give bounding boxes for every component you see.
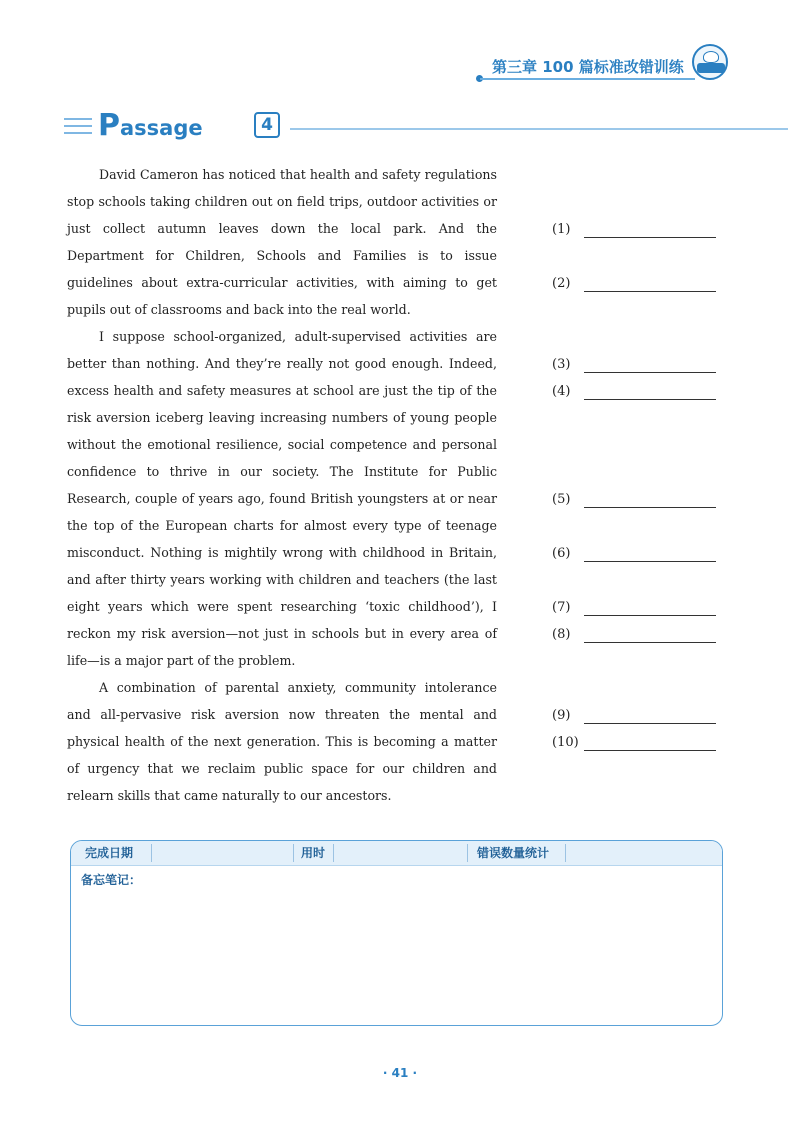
completion-date-field[interactable] bbox=[153, 841, 291, 865]
passage-number: 4 bbox=[254, 112, 280, 138]
answer-blank[interactable] bbox=[584, 723, 716, 724]
passage-text bbox=[67, 161, 497, 809]
logo-tag-icon bbox=[697, 63, 725, 73]
answer-slot-8[interactable] bbox=[552, 627, 722, 647]
text-line: A combination of parental anxiety, community intolerance bbox=[99, 680, 497, 695]
answer-number: (2) bbox=[552, 276, 571, 291]
title-decor-lines bbox=[64, 118, 92, 139]
answer-slot-9[interactable] bbox=[552, 708, 722, 728]
answer-slot-4[interactable] bbox=[552, 384, 722, 404]
passage-word-rest: assage bbox=[120, 116, 203, 140]
answer-blank[interactable] bbox=[584, 642, 716, 643]
answer-number: (1) bbox=[552, 222, 571, 237]
answer-blank[interactable] bbox=[584, 399, 716, 400]
text-line: guidelines about extra-curricular activities, with aiming to get bbox=[67, 275, 497, 290]
chapter-title: 第三章 100 篇标准改错训练 bbox=[492, 58, 684, 76]
notes-header bbox=[71, 841, 722, 866]
header-separator bbox=[333, 844, 334, 862]
text-line: I suppose school-organized, adult-supervised activities are bbox=[99, 329, 497, 344]
time-used-label: 用时 bbox=[301, 846, 326, 860]
answer-blank[interactable] bbox=[584, 237, 716, 238]
error-count-field[interactable] bbox=[567, 841, 717, 865]
header-rule bbox=[480, 78, 695, 80]
text-line: without the emotional resilience, social competence and personal bbox=[67, 437, 497, 452]
title-rule bbox=[290, 128, 788, 130]
memo-label: 备忘笔记： bbox=[81, 873, 142, 887]
page-number: · 41 · bbox=[382, 1066, 418, 1080]
header-separator bbox=[467, 844, 468, 862]
answer-blank[interactable] bbox=[584, 507, 716, 508]
answer-number: (4) bbox=[552, 384, 571, 399]
answer-blank[interactable] bbox=[584, 372, 716, 373]
text-line: better than nothing. And they’re really not good enough. Indeed, bbox=[67, 356, 497, 371]
chapter-header bbox=[480, 50, 730, 84]
text-line: risk aversion iceberg leaving increasing numbers of young people bbox=[67, 410, 497, 425]
logo-face-icon bbox=[703, 51, 719, 63]
answer-number: (7) bbox=[552, 600, 571, 615]
answer-blank[interactable] bbox=[584, 615, 716, 616]
notes-box bbox=[70, 840, 723, 1026]
book-logo-icon bbox=[692, 44, 728, 80]
text-line: Research, couple of years ago, found British youngsters at or near bbox=[67, 491, 497, 506]
text-line: life—is a major part of the problem. bbox=[67, 653, 296, 668]
header-separator bbox=[293, 844, 294, 862]
text-line: just collect autumn leaves down the local park. And the bbox=[67, 221, 497, 236]
text-line: pupils out of classrooms and back into the real world. bbox=[67, 302, 411, 317]
answer-number: (5) bbox=[552, 492, 571, 507]
text-line: excess health and safety measures at school are just the tip of the bbox=[67, 383, 497, 398]
text-line: confidence to thrive in our society. The Institute for Public bbox=[67, 464, 497, 479]
answer-number: (10) bbox=[552, 735, 579, 750]
text-line: Department for Children, Schools and Families is to issue bbox=[67, 248, 497, 263]
answer-number: (6) bbox=[552, 546, 571, 561]
text-line: David Cameron has noticed that health and safety regulations bbox=[99, 167, 497, 182]
answer-slot-5[interactable] bbox=[552, 492, 722, 512]
text-line: of urgency that we reclaim public space for our children and bbox=[67, 761, 497, 776]
answer-blank[interactable] bbox=[584, 561, 716, 562]
answer-slot-10[interactable] bbox=[552, 735, 722, 755]
answer-slot-1[interactable] bbox=[552, 222, 722, 242]
text-line: physical health of the next generation. This is becoming a matter bbox=[67, 734, 497, 749]
answer-number: (8) bbox=[552, 627, 571, 642]
answer-slot-3[interactable] bbox=[552, 357, 722, 377]
answer-number: (9) bbox=[552, 708, 571, 723]
text-line: relearn skills that came naturally to our ancestors. bbox=[67, 788, 392, 803]
time-used-field[interactable] bbox=[335, 841, 465, 865]
header-separator bbox=[565, 844, 566, 862]
answer-slot-6[interactable] bbox=[552, 546, 722, 566]
answer-slot-2[interactable] bbox=[552, 276, 722, 296]
completion-date-label: 完成日期 bbox=[85, 846, 134, 860]
text-line: misconduct. Nothing is mightily wrong with childhood in Britain, bbox=[67, 545, 497, 560]
passage-word bbox=[98, 108, 203, 143]
error-count-label: 错误数量统计 bbox=[477, 846, 550, 860]
text-line: and after thirty years working with children and teachers (the last bbox=[67, 572, 497, 587]
answer-blank[interactable] bbox=[584, 750, 716, 751]
passage-title bbox=[64, 108, 724, 142]
text-line: and all-pervasive risk aversion now threaten the mental and bbox=[67, 707, 497, 722]
text-line: reckon my risk aversion—not just in schools but in every area of bbox=[67, 626, 497, 641]
text-line: stop schools taking children out on field trips, outdoor activities or bbox=[67, 194, 497, 209]
text-line: eight years which were spent researching ‘toxic childhood’), I bbox=[67, 599, 497, 614]
text-line: the top of the European charts for almost every type of teenage bbox=[67, 518, 497, 533]
passage-initial: P bbox=[98, 108, 120, 143]
header-separator bbox=[151, 844, 152, 862]
answer-slot-7[interactable] bbox=[552, 600, 722, 620]
answer-number: (3) bbox=[552, 357, 571, 372]
answer-blank[interactable] bbox=[584, 291, 716, 292]
